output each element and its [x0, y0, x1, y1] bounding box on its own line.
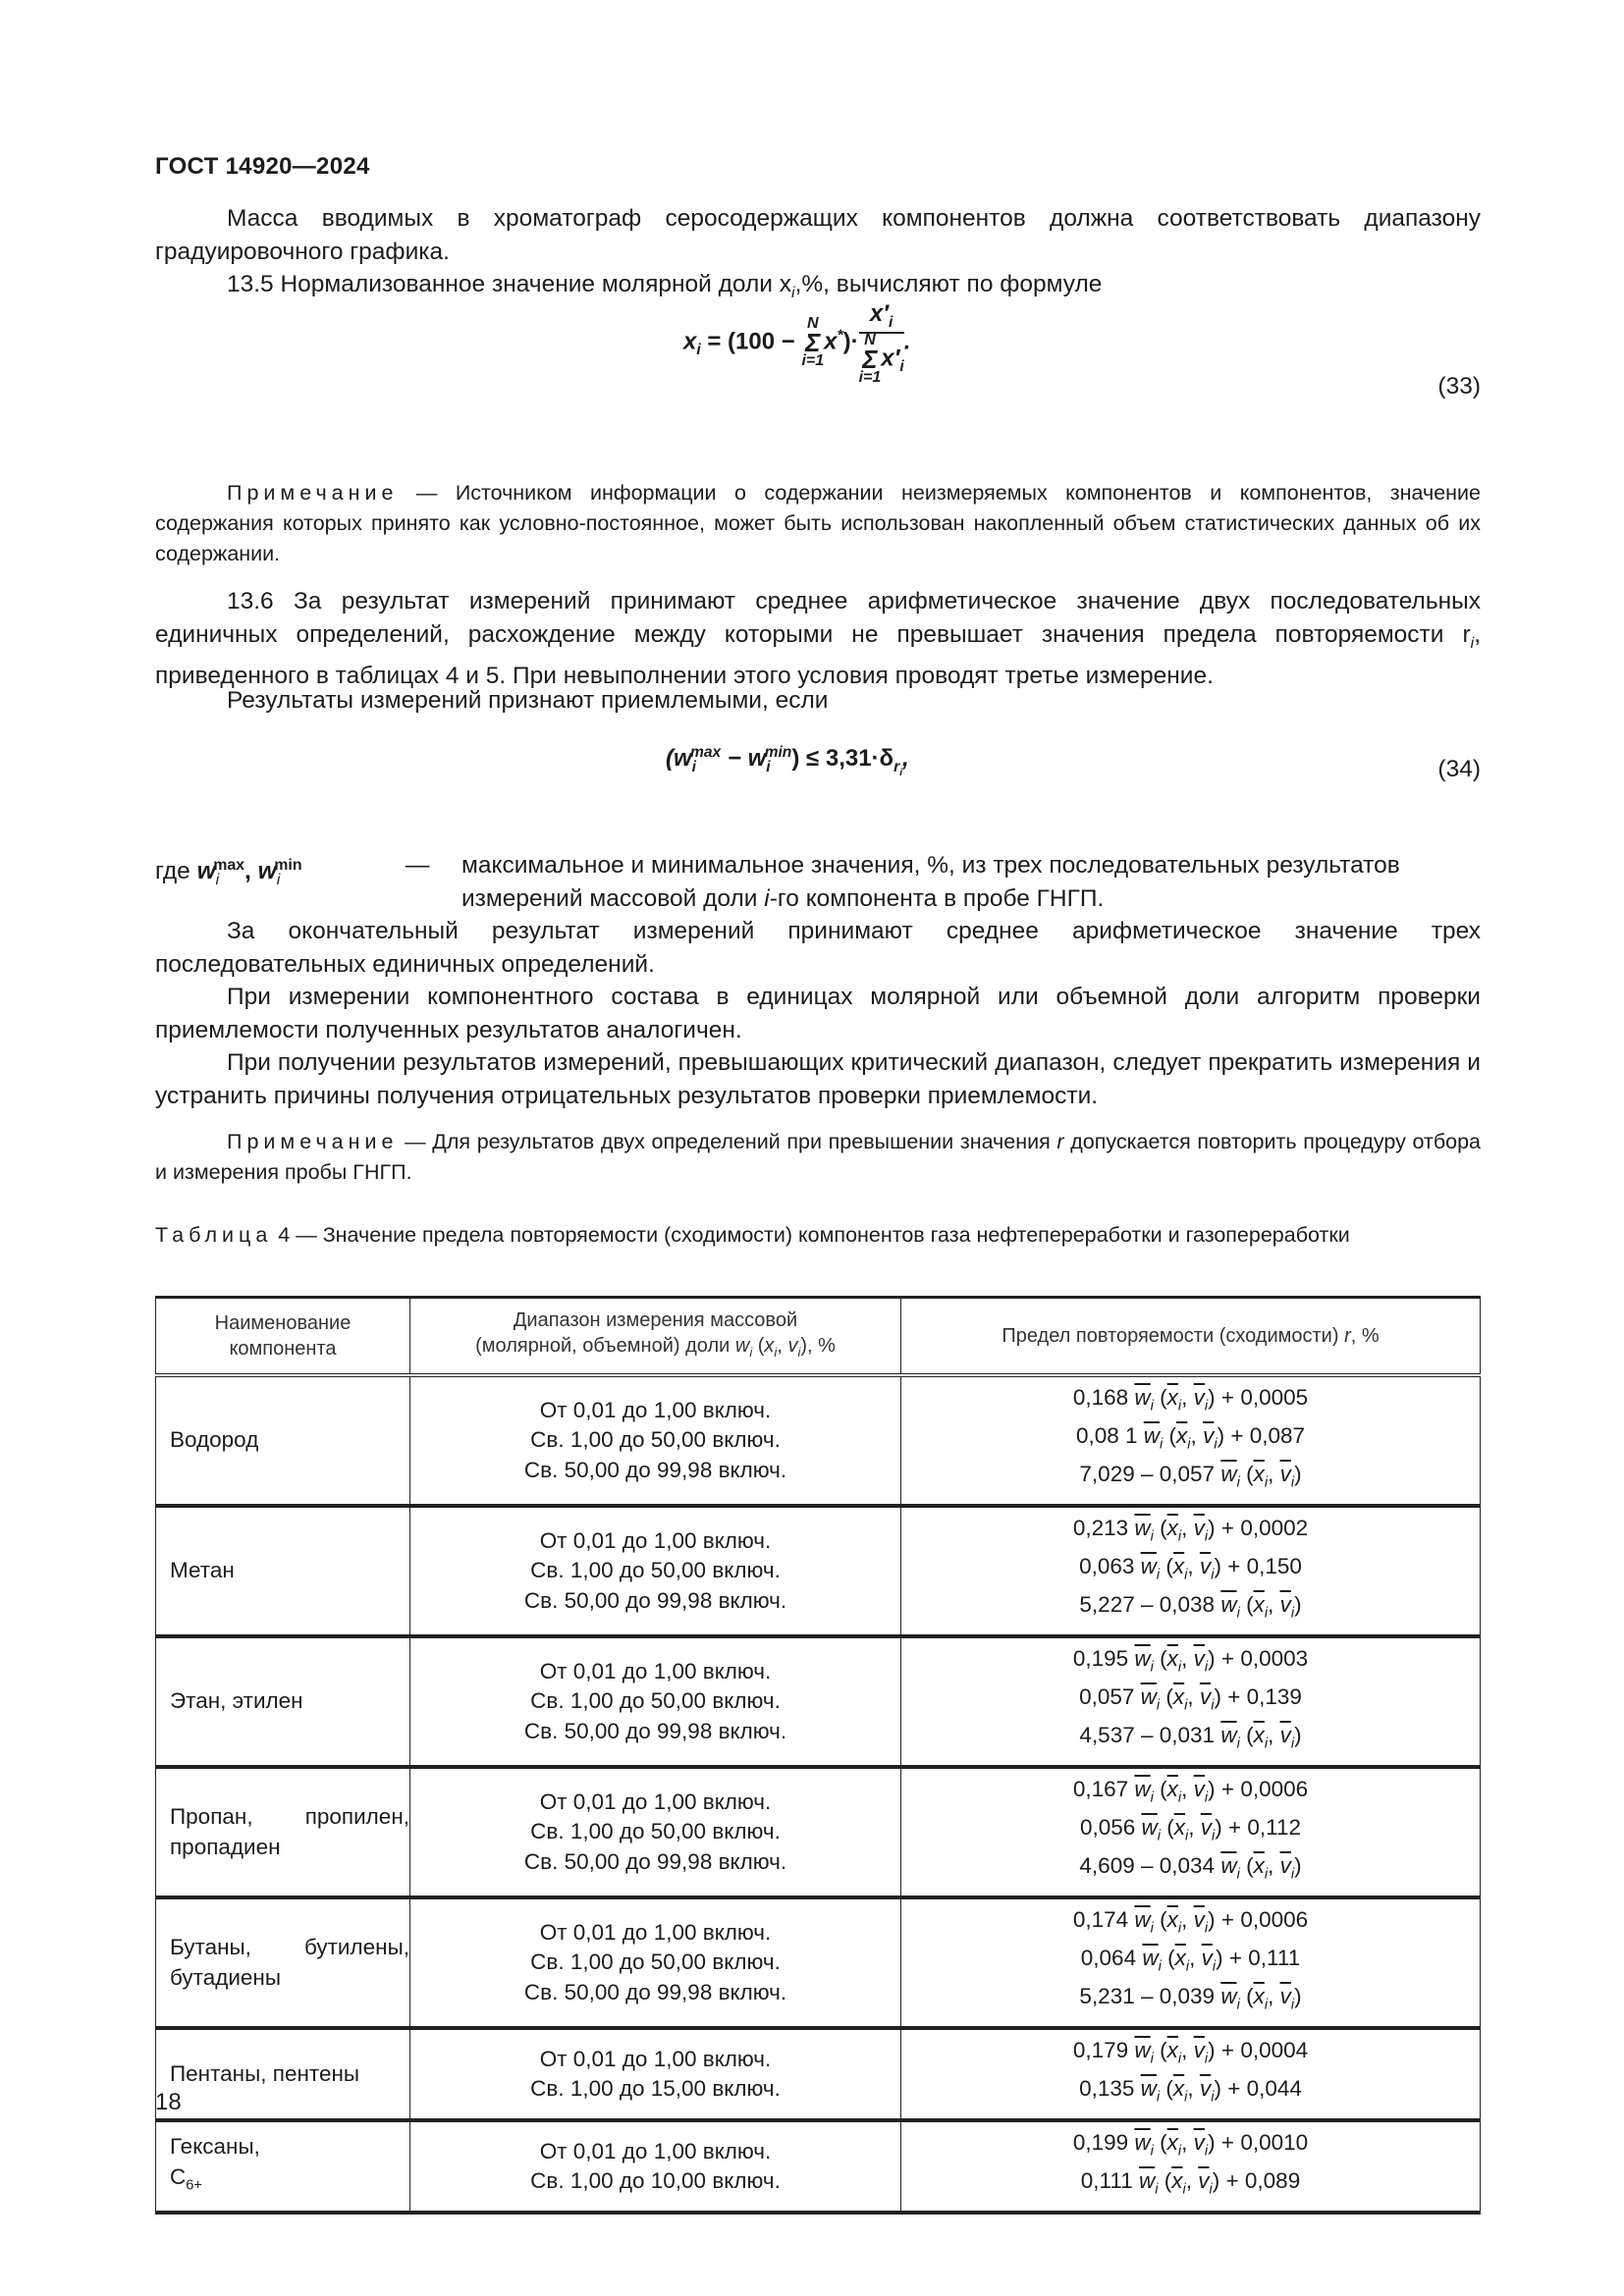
table-row [156, 2120, 1481, 2213]
component-name: Метан [156, 1506, 410, 1636]
paragraph-final-result: За окончательный результат измерений принимают среднее арифметическое значение трех последовательных единичных определений. [155, 918, 1481, 978]
measurement-range [410, 2120, 901, 2213]
repeatability-limit [901, 2120, 1481, 2213]
where-symbols: где $w_i^{max}$, $w_i^{min}$ [155, 857, 302, 889]
limit-line: 0,135 $\overline{w}_i$ ($\overline{x}_i$, $\overline{v}_i) + 0,044$ [1079, 2076, 1302, 2106]
limit-line: 0,168 $\overline{w}_i$ ($\overline{x}_i$, $\overline{v}_i) + 0,0005$ [1072, 1385, 1309, 1415]
range-line: Св. 1,00 до 15,00 включ. [530, 2076, 781, 2101]
table-row [156, 1767, 1481, 1897]
formula-33: $x_i = (100 - N$ Σ i=1x*)· $x'_i$ N Σ $i=1x'_i$ . [683, 300, 911, 386]
repeatability-limit [901, 2028, 1481, 2120]
column-header-limit: Предел повторяемости (сходимости) r, % [901, 1298, 1481, 1376]
range-line: Св. 1,00 до 50,00 включ. [530, 1949, 781, 1975]
limit-line: 0,213 $\overline{w}_i$ ($\overline{x}_i$, $\overline{v}_i) + 0,0002$ [1072, 1516, 1309, 1545]
table-4 [155, 1296, 1481, 2215]
measurement-range [410, 1767, 901, 1897]
table-row [156, 2028, 1481, 2120]
range-line: Св. 1,00 до 50,00 включ. [530, 1558, 781, 1583]
range-line: От 0,01 до 1,00 включ. [539, 1919, 772, 1945]
limit-line: 0,056 $\overline{w}_i$ ($\overline{x}_i$, $\overline{v}_i) + 0,112$ [1079, 1815, 1302, 1844]
measurement-range [410, 2028, 901, 2120]
paragraph-critical-range: При получении результатов измерений, превышающих критический диапазон, следует прекратить измерения и устранить причины получения отрицательных результатов проверки приемлемости. [155, 1049, 1481, 1109]
limit-line: 5,227 – 0,038 $\overline{w}_i$ ($\overline{x}_i$, $\overline{v}_i$) [1079, 1592, 1302, 1622]
repeatability-limit [901, 1767, 1481, 1897]
range-line: Св. 50,00 до 99,98 включ. [523, 1457, 787, 1482]
paragraph-acceptable: Результаты измерений признают приемлемыми, если [227, 687, 829, 714]
paragraph-13-6: 13.6 За результат измерений принимают среднее арифметическое значение двух последовательных единичных определений, расхождение между которыми не превышает значения предела повторяемости $r_i$, приведенного в таблицах 4 и 5. При невыполнении этого условия проводят третье измерение. [155, 588, 1481, 689]
table-row [156, 1636, 1481, 1767]
page-number: 18 [155, 2089, 182, 2115]
component-name: Пентаны, пентены [156, 2028, 410, 2120]
sum-symbol: N Σ i=1 [858, 331, 882, 386]
column-header-component: Наименование компонента [156, 1298, 410, 1376]
table-row [156, 1506, 1481, 1636]
equation-number-34: (34) [1437, 756, 1481, 782]
measurement-range [410, 1897, 901, 2028]
repeatability-limit [901, 1897, 1481, 2028]
range-line: Св. 1,00 до 50,00 включ. [530, 1688, 781, 1714]
range-line: Св. 1,00 до 50,00 включ. [530, 1427, 781, 1453]
table-row [156, 1375, 1481, 1506]
measurement-range [410, 1636, 901, 1767]
range-line: Св. 50,00 до 99,98 включ. [523, 1718, 787, 1743]
component-name: Этан, этилен [156, 1636, 410, 1767]
component-name: Пропан, пропилен, пропадиен [156, 1767, 410, 1897]
limit-line: 0,179 $\overline{w}_i$ ($\overline{x}_i$, $\overline{v}_i) + 0,0004$ [1072, 2038, 1309, 2067]
range-line: От 0,01 до 1,00 включ. [539, 2138, 772, 2163]
limit-line: 0,111 $\overline{w}_i$ ($\overline{x}_i$, $\overline{v}_i) + 0,089$ [1080, 2168, 1301, 2198]
repeatability-limit [901, 1506, 1481, 1636]
limit-line: 4,609 – 0,034 $\overline{w}_i$ ($\overline{x}_i$, $\overline{v}_i$) [1079, 1853, 1302, 1883]
note-2: Примечание — Для результатов двух определений при превышении значения r допускается повторить процедуру отбора и измерения пробы ГНГП. [155, 1130, 1482, 1184]
range-line: Св. 50,00 до 99,98 включ. [523, 1979, 787, 2004]
limit-line: 0,064 $\overline{w}_i$ ($\overline{x}_i$, $\overline{v}_i) + 0,111$ [1080, 1946, 1301, 1975]
measurement-range [410, 1375, 901, 1506]
document-header: ГОСТ 14920—2024 [155, 153, 370, 180]
table-row [156, 1897, 1481, 2028]
where-clause: где $w_i^{max}$, $w_i^{min}$ — максимальное и минимальное значения, %, из трех последовательных результатов измерений массовой доли i-го компонента в пробе ГНГП. [155, 849, 1481, 918]
limit-line: 5,231 – 0,039 $\overline{w}_i$ ($\overline{x}_i$, $\overline{v}_i$) [1079, 1984, 1302, 2013]
range-line: От 0,01 до 1,00 включ. [539, 1397, 772, 1422]
sum-symbol: N Σ i=1 [801, 314, 825, 369]
where-definition: максимальное и минимальное значения, %, из трех последовательных результатов измерений массовой доли i-го компонента в пробе ГНГП. [461, 852, 1400, 912]
limit-line: 0,08 1 $\overline{w}_i$ ($\overline{x}_i$, $\overline{v}_i) + 0,087$ [1075, 1423, 1306, 1453]
limit-line: 0,199 $\overline{w}_i$ ($\overline{x}_i$, $\overline{v}_i) + 0,0010$ [1072, 2130, 1309, 2160]
range-line: От 0,01 до 1,00 включ. [539, 2046, 772, 2071]
range-line: От 0,01 до 1,00 включ. [539, 1658, 772, 1683]
limit-line: 0,195 $\overline{w}_i$ ($\overline{x}_i$, $\overline{v}_i) + 0,0003$ [1072, 1646, 1309, 1676]
limit-line: 0,167 $\overline{w}_i$ ($\overline{x}_i$, $\overline{v}_i) + 0,0006$ [1072, 1777, 1309, 1806]
component-name: Бутаны, бутилены, бутадиены [156, 1897, 410, 2028]
repeatability-limit [901, 1636, 1481, 1767]
range-line: Св. 50,00 до 99,98 включ. [523, 1848, 787, 1874]
formula-34: $(w_i^{max} - w_i^{min}) \le 3,31\cdot\delta_{r_i}$, [666, 744, 909, 778]
limit-line: 4,537 – 0,031 $\overline{w}_i$ ($\overline{x}_i$, $\overline{v}_i$) [1079, 1723, 1302, 1752]
component-name: Водород [156, 1375, 410, 1506]
table-header-row [156, 1298, 1481, 1376]
limit-line: 0,057 $\overline{w}_i$ ($\overline{x}_i$, $\overline{v}_i) + 0,139$ [1079, 1684, 1302, 1714]
range-line: От 0,01 до 1,00 включ. [539, 1789, 772, 1814]
note-1: Примечание — Источником информации о содержании неизмеряемых компонентов и компонентов, значение содержания которых принято как условно-постоянное, может быть использован накопленный объем статистических данных об их содержании. [155, 481, 1481, 565]
component-name: Гексаны, $C_{6+}$ [156, 2120, 410, 2213]
range-line: Св. 1,00 до 50,00 включ. [530, 1819, 781, 1844]
limit-line: 7,029 – 0,057 $\overline{w}_i$ ($\overline{x}_i$, $\overline{v}_i$) [1079, 1462, 1302, 1491]
paragraph-molar-volume: При измерении компонентного состава в единицах молярной или объемной доли алгоритм проверки приемлемости полученных результатов аналогичен. [155, 984, 1481, 1043]
paragraph-mass: Масса вводимых в хроматограф серосодержащих компонентов должна соответствовать диапазону градуировочного графика. [155, 205, 1481, 265]
table-4-caption: Таблица 4 — Значение предела повторяемости (сходимости) компонентов газа нефтепереработки и газопереработки [155, 1223, 1350, 1247]
paragraph-13-5: 13.5 Нормализованное значение молярной доли $x_i,\%$, вычисляют по формуле [227, 271, 1103, 301]
column-header-range: Диапазон измерения массовой (молярной, объемной) доли $w_i$ ($x_i$, $v_i$), % [410, 1298, 901, 1376]
range-line: От 0,01 до 1,00 включ. [539, 1527, 772, 1553]
fraction: $x'_i$ N Σ $i=1x'_i$ [858, 300, 904, 386]
range-line: Св. 50,00 до 99,98 включ. [523, 1587, 787, 1613]
limit-line: 0,174 $\overline{w}_i$ ($\overline{x}_i$, $\overline{v}_i) + 0,0006$ [1072, 1907, 1309, 1937]
range-line: Св. 1,00 до 10,00 включ. [530, 2168, 781, 2193]
equation-number-33: (33) [1437, 373, 1481, 400]
repeatability-limit [901, 1375, 1481, 1506]
measurement-range [410, 1506, 901, 1636]
limit-line: 0,063 $\overline{w}_i$ ($\overline{x}_i$, $\overline{v}_i) + 0,150$ [1079, 1554, 1302, 1583]
